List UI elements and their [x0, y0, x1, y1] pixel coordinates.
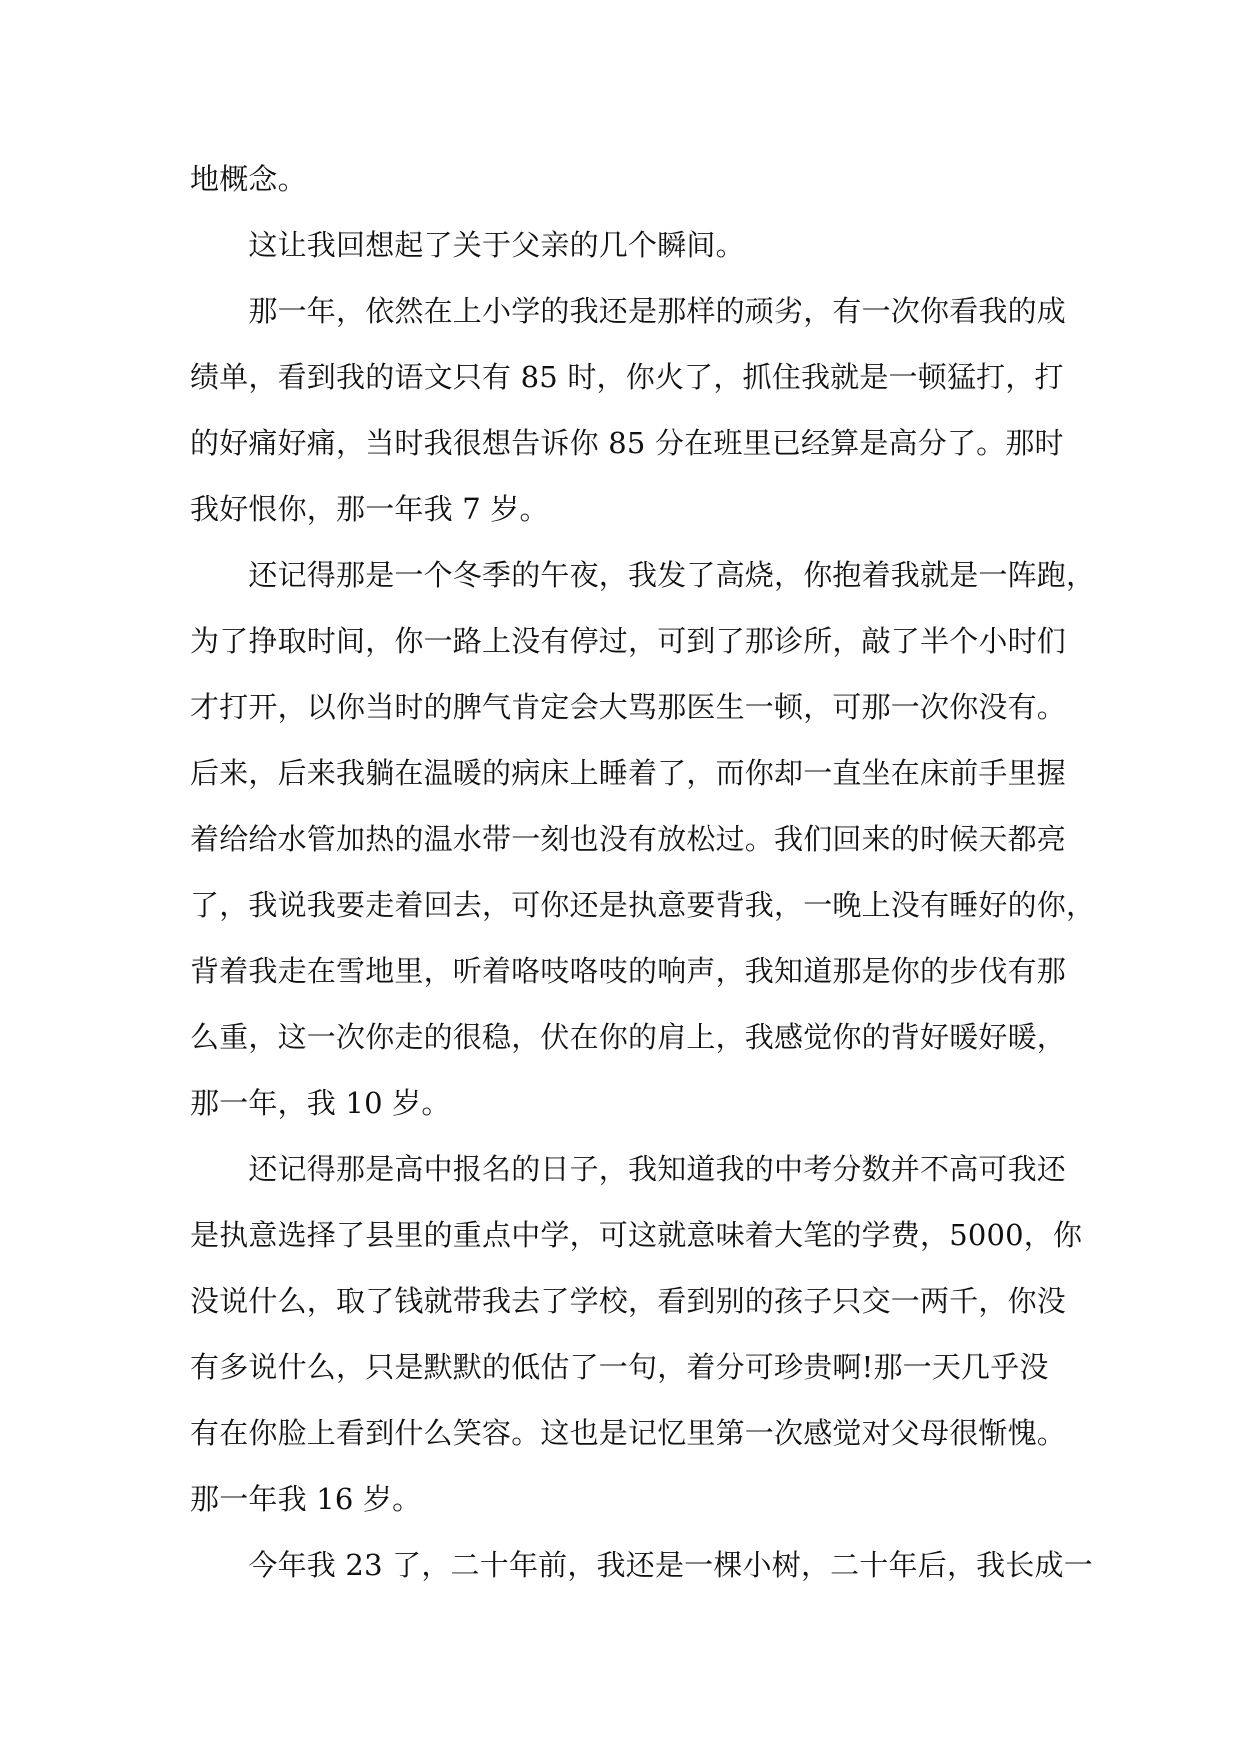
text-line: 有多说什么，只是默默的低估了一句，着分可珍贵啊!那一天几乎没 — [190, 1350, 1049, 1384]
text-line: 那一年我 16 岁。 — [190, 1482, 422, 1516]
text-line: 后来，后来我躺在温暖的病床上睡着了，而你却一直坐在床前手里握 — [190, 756, 1067, 790]
text-line: 今年我 23 了，二十年前，我还是一棵小树，二十年后，我长成一 — [190, 1548, 1093, 1582]
text-line: 这让我回想起了关于父亲的几个瞬间。 — [190, 228, 745, 262]
text-line: 为了挣取时间，你一路上没有停过，可到了那诊所，敲了半个小时们 — [190, 624, 1067, 658]
text-line: 我好恨你，那一年我 7 岁。 — [190, 492, 549, 526]
text-line: 么重，这一次你走的很稳，伏在你的肩上，我感觉你的背好暖好暖， — [190, 1020, 1067, 1054]
text-line: 是执意选择了县里的重点中学，可这就意味着大笔的学费，5000，你 — [190, 1218, 1083, 1252]
text-line: 那一年，依然在上小学的我还是那样的顽劣，有一次你看我的成 — [190, 294, 1067, 328]
text-line: 的好痛好痛，当时我很想告诉你 85 分在班里已经算是高分了。那时 — [190, 426, 1064, 460]
text-line: 地概念。 — [190, 162, 307, 196]
text-line: 了，我说我要走着回去，可你还是执意要背我，一晚上没有睡好的你， — [190, 888, 1096, 922]
text-line: 没说什么，取了钱就带我去了学校，看到别的孩子只交一两千，你没 — [190, 1284, 1067, 1318]
text-line: 还记得那是一个冬季的午夜，我发了高烧，你抱着我就是一阵跑， — [190, 558, 1096, 592]
text-line: 有在你脸上看到什么笑容。这也是记忆里第一次感觉对父母很惭愧。 — [190, 1416, 1067, 1450]
text-line: 才打开，以你当时的脾气肯定会大骂那医生一顿，可那一次你没有。 — [190, 690, 1067, 724]
text-line: 那一年，我 10 岁。 — [190, 1086, 451, 1120]
text-line: 背着我走在雪地里，听着咯吱咯吱的响声，我知道那是你的步伐有那 — [190, 954, 1067, 988]
text-line: 着给给水管加热的温水带一刻也没有放松过。我们回来的时候天都亮 — [190, 822, 1067, 856]
text-line: 还记得那是高中报名的日子，我知道我的中考分数并不高可我还 — [190, 1152, 1067, 1186]
text-line: 绩单，看到我的语文只有 85 时，你火了，抓住我就是一顿猛打，打 — [190, 360, 1064, 394]
